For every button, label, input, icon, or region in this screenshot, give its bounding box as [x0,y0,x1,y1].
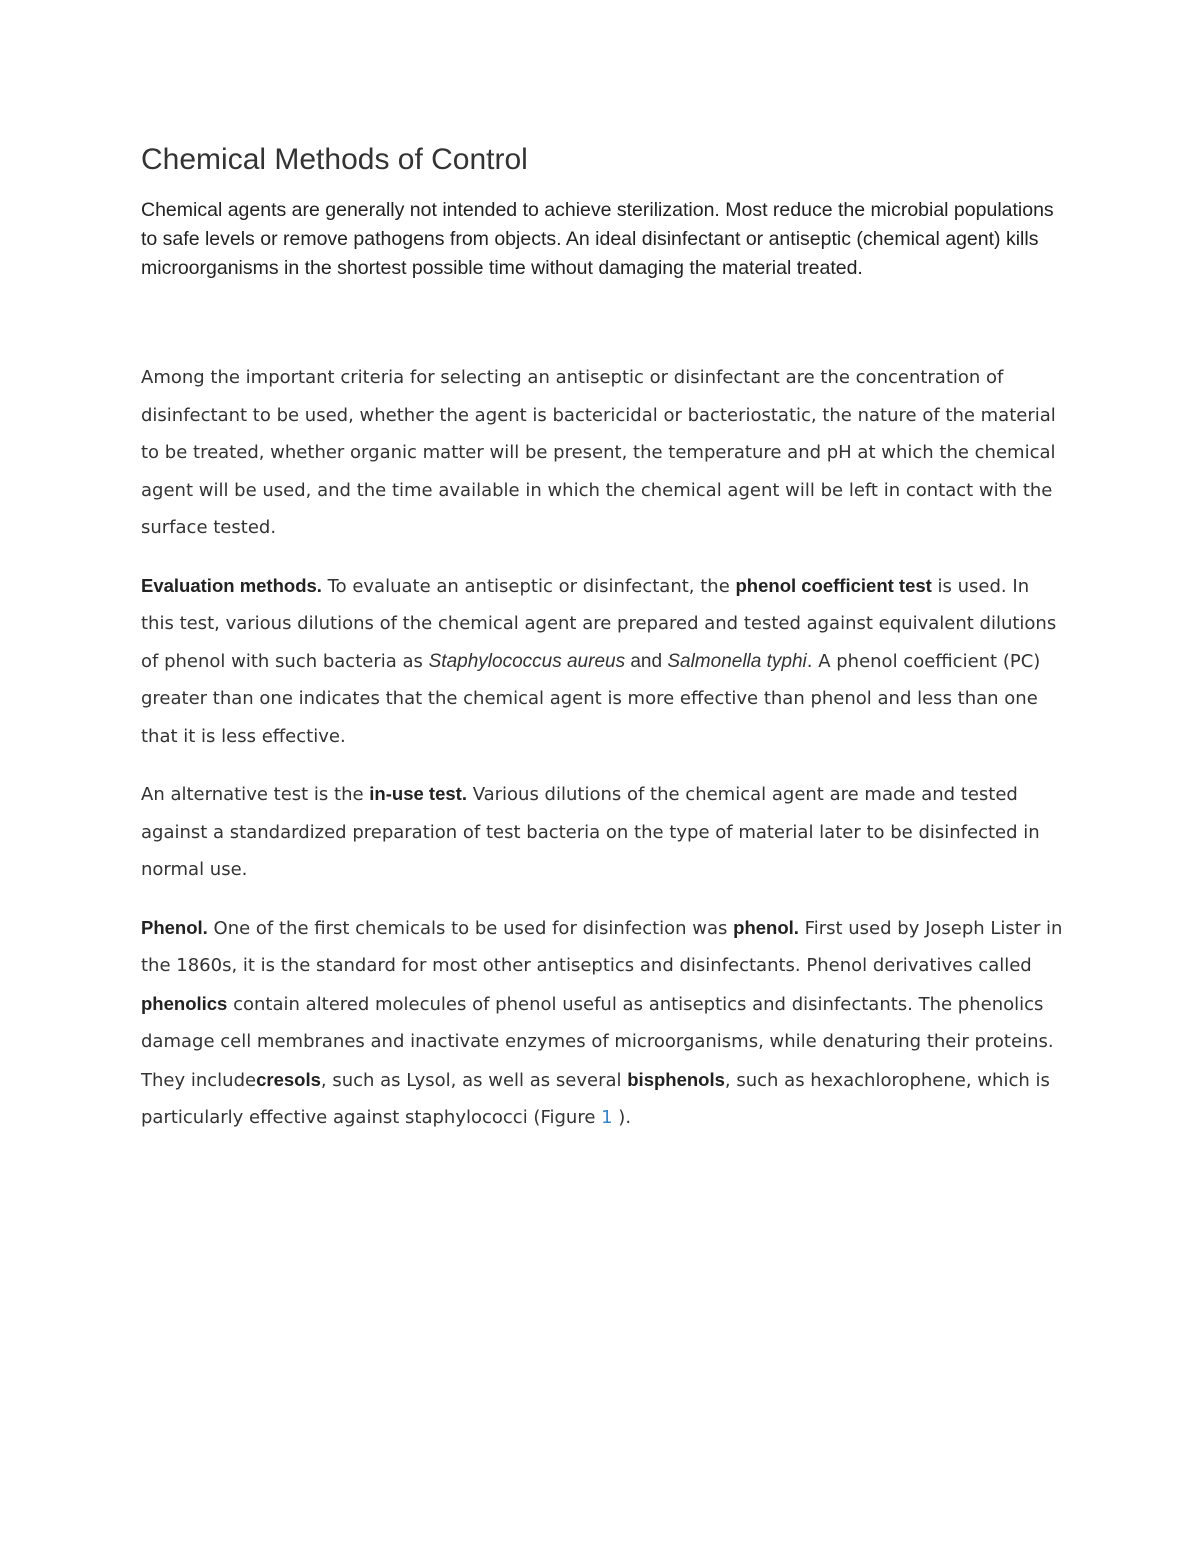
intro-paragraph: Chemical agents are generally not intended to achieve sterilization. Most reduce the microbial populations to safe levels or remove pathogens from objects. An ideal disinfectant or antiseptic (chemical agent) kills microorganisms in the shortest possible time without damaging the material treated. [141,199,1054,279]
phenol-coefficient-term: phenol coefficient test [735,574,932,596]
organism-staphylococcus: Staphylococcus aureus [428,650,626,672]
document-title: Chemical Methods of Control [141,143,528,176]
document-content [141,140,1066,1137]
phenol-text-3: contain altered molecules of phenol useful as antiseptics and disinfectants. The phenolics damage cell membranes and inactivate enzymes of microorganisms, while denaturing their proteins. They include [141,993,1054,1091]
phenol-text-5: , such as hexachlorophene, which is particularly effective against staphylococci (Figure [141,1069,1050,1128]
phenol-heading: Phenol. [141,916,208,938]
bisphenols-term: bisphenols [627,1068,725,1090]
cresols-term: cresols [256,1068,321,1090]
evaluation-text-1: To evaluate an antiseptic or disinfectant, the [321,575,736,597]
evaluation-text-2: is used. In this test, various dilutions of the chemical agent are prepared and tested against equivalent dilutions of phenol with such bacteria as [141,575,1057,672]
evaluation-text-4: . A phenol coefficient (PC) greater than one indicates that the chemical agent is more effective than phenol and less than one that it is less effective. [141,650,1041,747]
phenol-text-1: One of the first chemicals to be used for disinfection was [207,917,734,939]
phenol-term: phenol. [733,916,799,938]
figure-1-link[interactable]: 1 [601,1107,613,1128]
organism-salmonella: Salmonella typhi [667,650,807,672]
in-use-term: in-use test. [369,783,467,804]
in-use-text-1: An alternative test is the [141,784,370,805]
evaluation-paragraph [141,567,1066,756]
evaluation-heading: Evaluation methods. [141,574,322,596]
phenolics-term: phenolics [141,992,228,1014]
phenol-text-6: ). [612,1107,632,1128]
phenol-text-4: , such as Lysol, as well as several [320,1069,628,1091]
phenol-paragraph [141,909,1066,1137]
in-use-text-2: Various dilutions of the chemical agent are made and tested against a standardized preparation of test bacteria on the type of material later to be disinfected in normal use. [141,784,1040,880]
phenol-text-2: First used by Joseph Lister in the 1860s, it is the standard for most other antiseptics and disinfectants. Phenol derivatives called [141,917,1063,976]
in-use-paragraph [141,775,1066,889]
criteria-paragraph: Among the important criteria for selecting an antiseptic or disinfectant are the concentration of disinfectant to be used, whether the agent is bactericidal or bacteriostatic, the nature of the material to be treated, whether organic matter will be present, the temperature and pH at which the chemical agent will be used, and the time available in which the chemical agent will be left in contact with the surface tested. [141,367,1056,538]
evaluation-text-3: and [625,650,668,672]
